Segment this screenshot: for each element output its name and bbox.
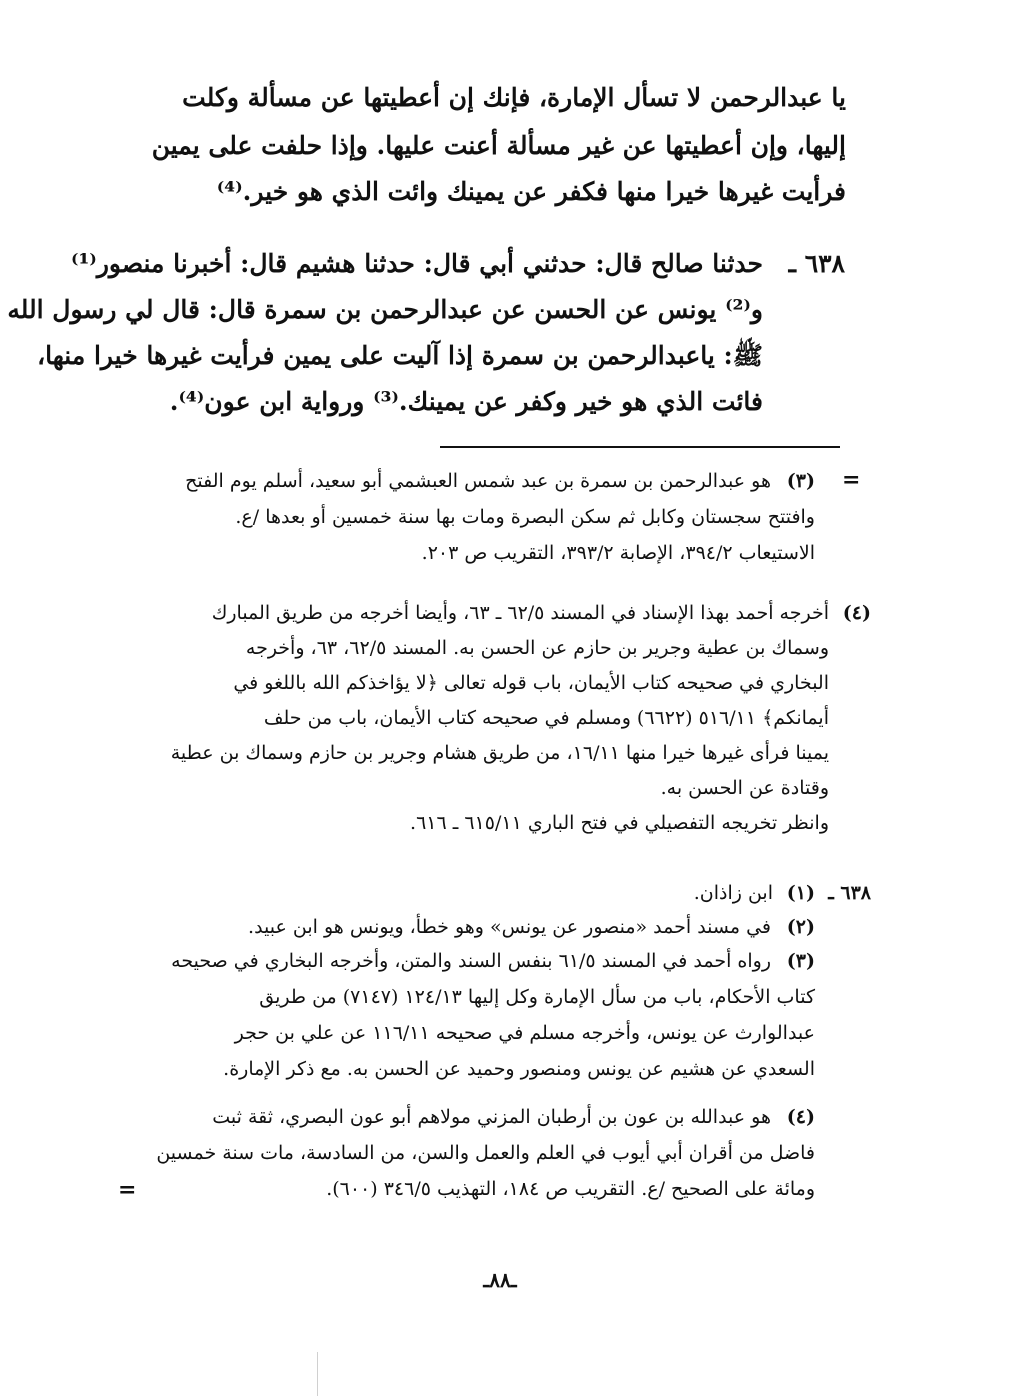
continuation-mark-top: = — [842, 467, 859, 493]
main-text-line-1: يا عبدالرحمن لا تسأل الإمارة، فإنك إن أعطيتها عن مسألة وكلت — [182, 83, 846, 112]
hadith-line-1: حدثنا صالح قال: حدثني أبي قال: حدثنا هشيم قال: أخبرنا منصور⁽¹⁾ — [70, 249, 763, 278]
hadith-number: ٦٣٨ ـ — [788, 249, 845, 278]
footnote-638-3-line-3: عبدالوارث عن يونس، وأخرجه مسلم في صحيحه ١١٦/١١ عن علي بن حجر — [234, 1022, 815, 1044]
footnote-number: (٣) — [786, 470, 815, 492]
footnote-4-line-3: البخاري في صحيحه كتاب الأيمان، باب قوله تعالى ﴿لا يؤاخذكم الله باللغو في — [233, 672, 829, 694]
footnote-638-2-text: في مسند أحمد «منصور عن يونس» وهو خطأ، ويونس هو ابن عبيد. — [248, 916, 771, 938]
footnote-638-4-line-2: فاضل من أقران أبي أيوب في العلم والعمل والسن، من السادسة، مات سنة خمسين — [156, 1142, 815, 1164]
hadith-line-4: فائت الذي هو خير وكفر عن يمينك.⁽³⁾ ورواية ابن عون⁽⁴⁾. — [169, 387, 763, 416]
hadith-line-3: ﷺ: ياعبدالرحمن بن سمرة إذا آليت على يمين فرأيت غيرها خيرا منها، — [37, 341, 763, 370]
footnote-number: (٣) — [786, 950, 815, 972]
footnote-number: (٤) — [842, 602, 871, 624]
hadith-line-2: و⁽²⁾ يونس عن الحسن عن عبدالرحمن بن سمرة قال: قال لي رسول الله — [7, 295, 763, 324]
footnote-638-3-line-4: السعدي عن هشيم عن يونس ومنصور وحميد عن الحسن به. مع ذكر الإمارة. — [223, 1058, 815, 1080]
footnote-4-line-4: أيمانكم﴾ ٥١٦/١١ (٦٦٢٢) ومسلم في صحيحه كتاب الأيمان، باب من حلف — [263, 707, 829, 729]
footnote-638-4-line-3: ومائة على الصحيح /ع. التقريب ص ١٨٤، التهذيب ٣٤٦/٥ (٦٠٠). — [326, 1178, 815, 1200]
footnote-4-line-6: وقتادة عن الحسن به. — [660, 777, 829, 799]
footnote-4-line-7: وانظر تخريجه التفصيلي في فتح الباري ٦١٥/١١ ـ ٦١٦. — [410, 812, 829, 834]
footnote-number: (٤) — [786, 1106, 815, 1128]
footnote-3-line-2: وافتتح سجستان وكابل ثم سكن البصرة ومات بها سنة خمسين أو بعدها /ع. — [235, 506, 815, 528]
footnote-638-3-line-1: رواه أحمد في المسند ٦١/٥ بنفس السند والمتن، وأخرجه البخاري في صحيحه — [171, 950, 771, 972]
footnote-3-line-1: هو عبدالرحمن بن سمرة بن عبد شمس العبشمي أبو سعيد، أسلم يوم الفتح — [185, 470, 771, 492]
footnote-638-3-line-2: كتاب الأحكام، باب من سأل الإمارة وكل إليها ١٢٤/١٣ (٧١٤٧) من طريق — [259, 986, 815, 1008]
page-number: ـ٨٨ـ — [483, 1268, 517, 1292]
footnote-4-line-5: يمينا فرأى غيرها خيرا منها ١٦/١١، من طريق هشام وجرير بن حازم وسماك بن عطية — [170, 742, 829, 764]
footnote-number: (٢) — [786, 916, 815, 938]
footnote-separator — [440, 446, 840, 448]
scan-artifact-line — [317, 1352, 318, 1396]
continuation-mark-bottom: = — [118, 1177, 135, 1203]
footnote-4-line-1: أخرجه أحمد بهذا الإسناد في المسند ٦٢/٥ ـ ٦٣، وأيضا أخرجه من طريق المبارك — [211, 602, 829, 624]
footnote-638-1-text: ابن زاذان. — [693, 882, 773, 904]
footnote-3-line-3: الاستيعاب ٣٩٤/٢، الإصابة ٣٩٣/٢، التقريب ص ٢٠٣. — [421, 542, 815, 564]
footnote-4-line-2: وسماك بن عطية وجرير بن حازم عن الحسن به. المسند ٦٢/٥، ٦٣، وأخرجه — [245, 637, 829, 659]
main-text-line-2: إليها، وإن أعطيتها عن غير مسألة أعنت عليها. وإذا حلفت على يمين — [151, 131, 846, 160]
main-text-line-3: فرأيت غيرها خيرا منها فكفر عن يمينك وائت الذي هو خير.⁽⁴⁾ — [216, 177, 846, 206]
footnote-hadith-number: ٦٣٨ ـ — [828, 882, 871, 904]
footnote-number: (١) — [786, 882, 815, 904]
footnote-638-4-line-1: هو عبدالله بن عون بن أرطبان المزني مولاهم أبو عون البصري، ثقة ثبت — [212, 1106, 771, 1128]
